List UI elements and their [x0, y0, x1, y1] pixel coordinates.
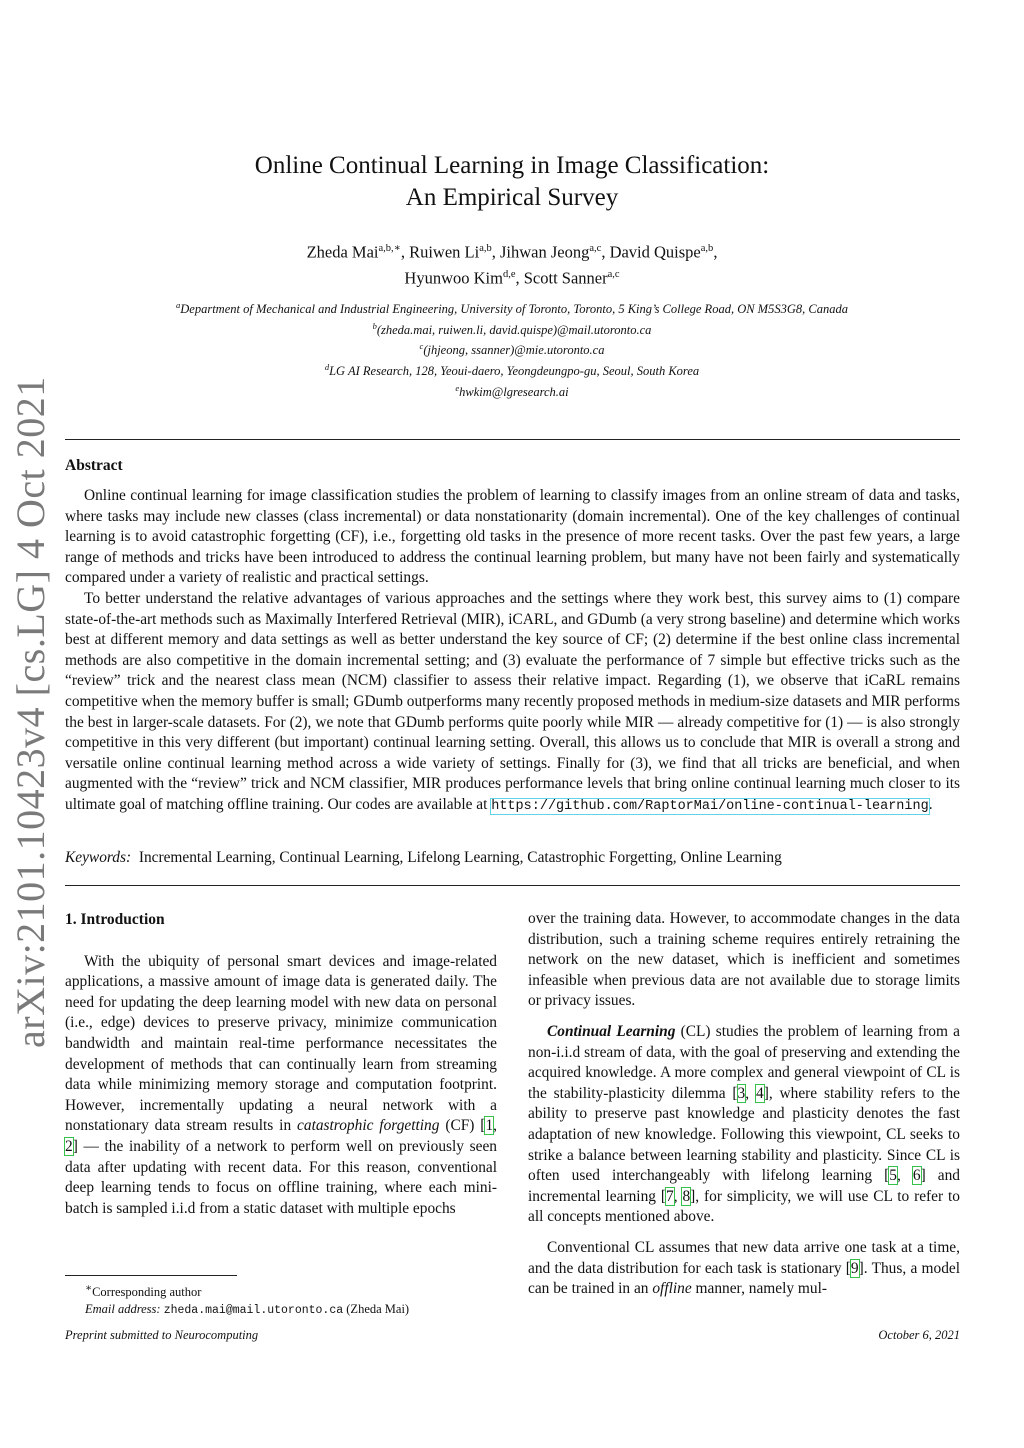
title-line-1: Online Continual Learning in Image Classification: [254, 152, 770, 179]
affiliation-line: $^c$(jhjeong, ssanner)@mie.utoronto.ca [419, 341, 605, 358]
footer-date: October 6, 2021 [878, 1328, 960, 1342]
intro-paragraph-2: Continual Learning (CL) studies the problem of learning from a non-i.i.d stream of data, with the goal of preserving and extending the acquired knowledge. A more complex and general viewpoint of CL is the stability-plasticity dilemma [3, 4], where stability refers to the ability to preserve past knowledge and plasticity denotes the fast adaptation of new knowledge. Following this viewpoint, CL seeks to strike a balance between learning stability and plasticity. Since CL is often used interchangeably with lifelong learning [5, 6] and incremental learning [7, 8], for simplicity, we will use CL to refer to all concepts mentioned above. [528, 1022, 961, 1226]
abstract-heading: Abstract [65, 457, 123, 474]
keywords-label: Keywords: [65, 849, 132, 866]
citation-link[interactable]: 3 [737, 1084, 746, 1102]
citation-link[interactable]: 4 [755, 1084, 764, 1102]
title-line-2: An Empirical Survey [405, 184, 619, 211]
author-affil-mark: a,b [479, 243, 492, 254]
abstract-top-rule [65, 439, 960, 440]
citation-link[interactable]: 2 [65, 1137, 73, 1155]
author-name: Zheda Mai [306, 242, 379, 262]
section-heading-introduction: 1. Introduction [65, 911, 165, 928]
abstract-body [65, 486, 960, 818]
citation-link[interactable]: 6 [912, 1167, 921, 1185]
author-name: Scott Sanner [523, 268, 608, 287]
footnote-rule [65, 1275, 237, 1276]
author-affil-mark: a,b [700, 243, 714, 254]
author-name: David Quispe [609, 242, 701, 262]
citation-link[interactable]: 9 [850, 1259, 859, 1277]
citation-link[interactable]: 7 [665, 1187, 674, 1205]
affiliation-line: $^e$hwkim@lgresearch.ai [455, 382, 569, 399]
code-repo-link[interactable]: https://github.com/RaptorMai/online-continual-learning [491, 798, 929, 814]
body-column-right [528, 909, 960, 1300]
citation-link[interactable]: 5 [889, 1167, 897, 1185]
author-affil-mark: a,c [607, 268, 620, 280]
affiliations [0, 297, 1024, 400]
keywords-bottom-rule [65, 885, 960, 886]
footnote: ∗Corresponding author Email address: zheda.mai@mail.utoronto.ca (Zheda Mai) [85, 1283, 410, 1318]
citation-link[interactable]: 1 [485, 1117, 494, 1135]
citation-link[interactable]: 8 [682, 1187, 691, 1205]
arxiv-stamp: arXiv:2101.10423v4 [cs.LG] 4 Oct 2021 [8, 376, 53, 1048]
paper-title [0, 150, 1024, 214]
intro-paragraph-1: With the ubiquity of personal smart devices and image-related applications, a massive amount of image data is generated daily. The need for updating the deep learning model with new data on personal (i.e., edge) devices to preserve privacy, minimize communication bandwidth and maintain real-time performance necessitates the development of methods that can continually learn from streaming data while minimizing memory storage and computation footprint. However, incrementally updating a neural network with a nonstationary data stream results in catastrophic forgetting (CF) [1, 2] — the inability of a network to perform well on previously seen data after updating with recent data. For this reason, conventional deep learning tends to focus on offline training, where each mini-batch is sampled i.i.d from a static dataset with multiple epochs [65, 952, 497, 1217]
affiliation-line: $^a$Department of Mechanical and Industrial Engineering, University of Toronto, Toronto, 5 King’s College Road, ON M5S3G8, Canada [176, 300, 848, 317]
affiliation-line: $^b$(zheda.mai, ruiwen.li, david.quispe)@mail.utoronto.ca [372, 320, 652, 337]
body-column-left [65, 910, 497, 1219]
footnote-mark: ∗ [85, 1283, 93, 1294]
keywords-text: Incremental Learning, Continual Learning, Lifelong Learning, Catastrophic Forgetting, Online Learning [138, 849, 782, 866]
author-name: Jihwan Jeong [499, 242, 590, 262]
affiliation-line: $^d$LG AI Research, 128, Yeoui-daero, Yeongdeungpo-gu, Seoul, South Korea [324, 361, 700, 379]
author-affil-mark: d,e [502, 268, 516, 280]
abstract-paragraph-2: To better understand the relative advantages of various approaches and the settings where they work best, this survey aims to (1) compare state-of-the-art methods such as Maximally Interfered Retrieval (MIR), iCARL, and GDumb (a very strong baseline) and determine which works best at different memory and data settings as well as better understand the key source of CF; (2) determine if the best online class incremental methods are also competitive in the domain incremental setting; and (3) evaluate the performance of 7 simple but effective tricks such as the “review” trick and the nearest class mean (NCM) classifier to assess their relative impact. Regarding (1), we observe that iCaRL remains competitive when the memory buffer is small; GDumb outperforms many recently proposed methods in medium-size datasets and MIR performs the best in larger-scale datasets. For (2), we note that GDumb performs quite poorly while MIR — already competitive for (1) — is also strongly competitive in this very different (but important) continual learning setting. Overall, this allows us to conclude that MIR is overall a strong and versatile online continual learning method across a wide variety of settings. Finally for (3), we find that all tricks are beneficial, and when augmented with the “review” trick and NCM classifier, MIR produces performance levels that bring online continual learning much closer to its ultimate goal of matching offline training. Our codes are available at https://github.com/RaptorMai/online-continual-learning. [65, 589, 960, 814]
intro-paragraph-1-continued: over the training data. However, to accommodate changes in the data distribution, such a training scheme requires entirely retraining the network on the new dataset, which is inefficient and sometimes infeasible when previous data are not available due to storage limits or privacy issues. [528, 910, 960, 1010]
abstract-paragraph-1: Online continual learning for image classification studies the problem of learning to classify images from an online stream of data and tasks, where tasks may include new classes (class incremental) or data nonstationarity (domain incremental). One of the key challenges of continual learning is to avoid catastrophic forgetting (CF), i.e., forgetting old tasks in the presence of more recent tasks. Over the past few years, a large range of methods and tricks have been introduced to address the continual learning problem, but many have not been fairly and systematically compared under a variety of realistic and practical settings. [65, 487, 960, 587]
author-name: Hyunwoo Kim [404, 268, 503, 287]
author-name: Ruiwen Li [409, 242, 480, 262]
author-affil-mark: a,c [589, 243, 602, 254]
email-label: Email address: [85, 1302, 161, 1317]
email-link[interactable]: zheda.mai@mail.utoronto.ca [163, 1304, 344, 1318]
author-affil-mark: a,b,∗ [378, 243, 401, 254]
keywords [65, 849, 960, 867]
author-list: Zheda Mai$^{a,b,∗}$, Ruiwen Li$^{a,b}$, Jihwan Jeong$^{a,c}$, David Quispe$^{a,b}$, Hyunwoo Kim$^{d,e}$, Scott Sanner$^{a,c}$ [306, 242, 718, 287]
footer-preprint-note: Preprint submitted to Neurocomputing [65, 1328, 259, 1342]
intro-paragraph-3: Conventional CL assumes that new data arrive one task at a time, and the data distribution for each task is stationary [9]. Thus, a model can be trained in an offline manner, namely mul- [528, 1238, 961, 1298]
footnote-text: Corresponding author [92, 1285, 202, 1300]
